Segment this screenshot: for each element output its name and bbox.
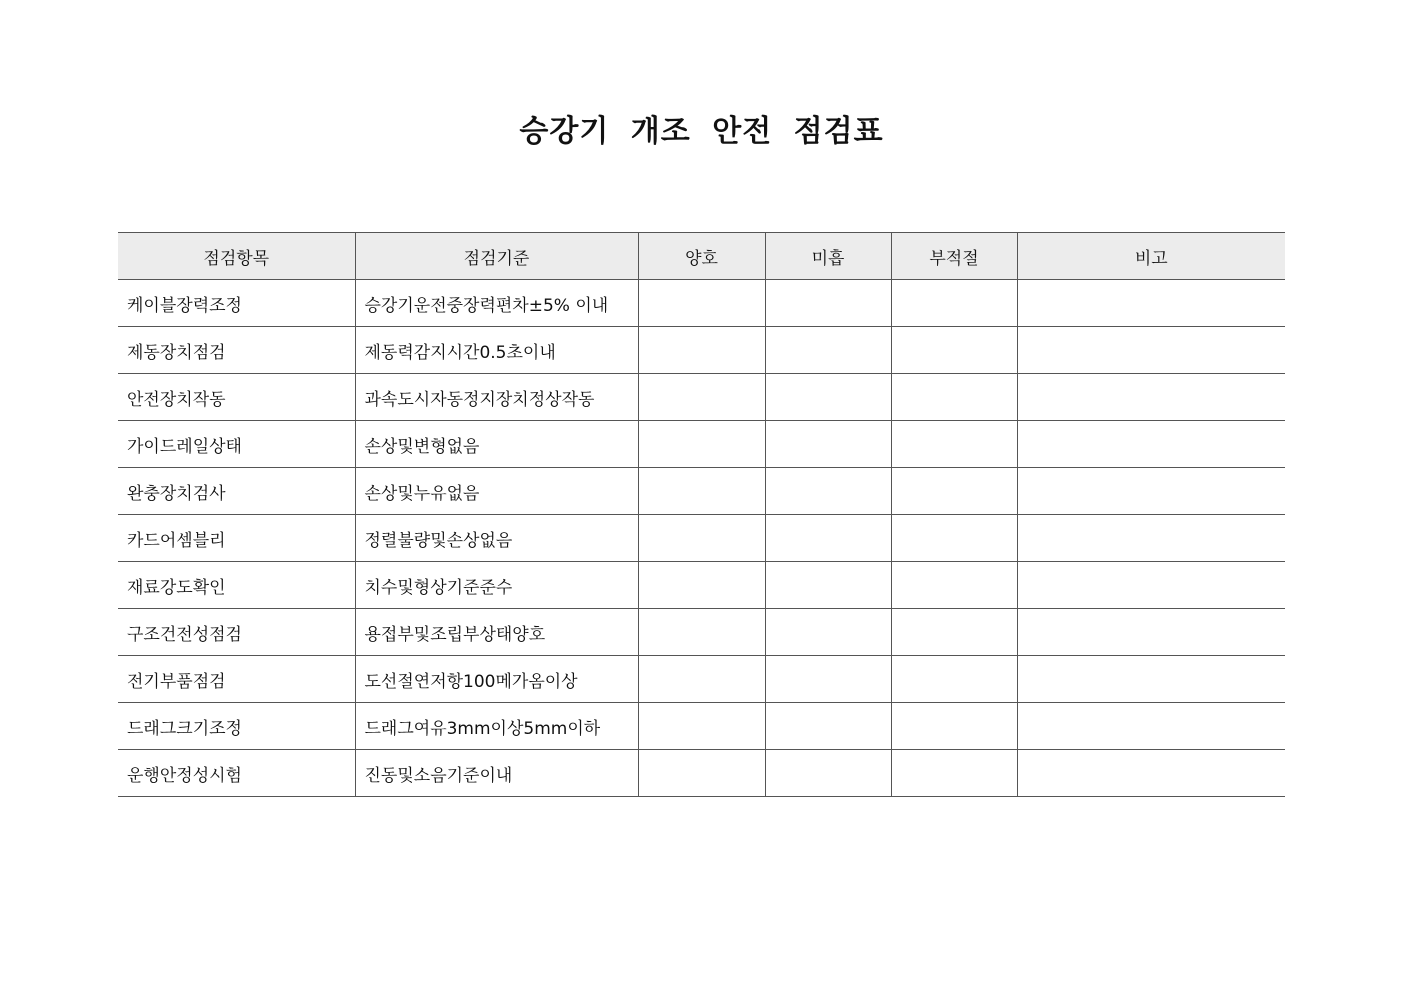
item-cell: 안전장치작동 bbox=[118, 374, 355, 421]
table-row bbox=[118, 468, 1285, 515]
item-cell: 재료강도확인 bbox=[118, 562, 355, 609]
good-cell[interactable] bbox=[638, 750, 765, 797]
note-cell[interactable] bbox=[1017, 280, 1285, 327]
weak-cell[interactable] bbox=[765, 562, 891, 609]
standard-cell: 제동력감지시간0.5초이내 bbox=[355, 327, 638, 374]
bad-cell[interactable] bbox=[891, 374, 1017, 421]
good-cell[interactable] bbox=[638, 515, 765, 562]
item-cell: 케이블장력조정 bbox=[118, 280, 355, 327]
standard-cell: 손상및누유없음 bbox=[355, 468, 638, 515]
good-cell[interactable] bbox=[638, 374, 765, 421]
header-note: 비고 bbox=[1017, 233, 1285, 280]
item-cell: 드래그크기조정 bbox=[118, 703, 355, 750]
item-cell: 구조건전성점검 bbox=[118, 609, 355, 656]
note-cell[interactable] bbox=[1017, 750, 1285, 797]
table-row bbox=[118, 515, 1285, 562]
good-cell[interactable] bbox=[638, 703, 765, 750]
weak-cell[interactable] bbox=[765, 468, 891, 515]
good-cell[interactable] bbox=[638, 327, 765, 374]
weak-cell[interactable] bbox=[765, 421, 891, 468]
bad-cell[interactable] bbox=[891, 609, 1017, 656]
weak-cell[interactable] bbox=[765, 750, 891, 797]
bad-cell[interactable] bbox=[891, 327, 1017, 374]
table-row bbox=[118, 750, 1285, 797]
table-row bbox=[118, 421, 1285, 468]
good-cell[interactable] bbox=[638, 280, 765, 327]
bad-cell[interactable] bbox=[891, 468, 1017, 515]
bad-cell[interactable] bbox=[891, 280, 1017, 327]
inspection-table bbox=[118, 232, 1285, 797]
good-cell[interactable] bbox=[638, 421, 765, 468]
good-cell[interactable] bbox=[638, 656, 765, 703]
good-cell[interactable] bbox=[638, 609, 765, 656]
note-cell[interactable] bbox=[1017, 515, 1285, 562]
item-cell: 완충장치검사 bbox=[118, 468, 355, 515]
weak-cell[interactable] bbox=[765, 374, 891, 421]
weak-cell[interactable] bbox=[765, 609, 891, 656]
standard-cell: 승강기운전중장력편차±5% 이내 bbox=[355, 280, 638, 327]
weak-cell[interactable] bbox=[765, 656, 891, 703]
weak-cell[interactable] bbox=[765, 327, 891, 374]
standard-cell: 정렬불량및손상없음 bbox=[355, 515, 638, 562]
note-cell[interactable] bbox=[1017, 374, 1285, 421]
note-cell[interactable] bbox=[1017, 703, 1285, 750]
header-weak: 미흡 bbox=[765, 233, 891, 280]
item-cell: 제동장치점검 bbox=[118, 327, 355, 374]
table-header-row bbox=[118, 233, 1285, 280]
table-row bbox=[118, 703, 1285, 750]
bad-cell[interactable] bbox=[891, 703, 1017, 750]
table-row bbox=[118, 609, 1285, 656]
note-cell[interactable] bbox=[1017, 562, 1285, 609]
weak-cell[interactable] bbox=[765, 515, 891, 562]
header-item: 점검항목 bbox=[118, 233, 355, 280]
note-cell[interactable] bbox=[1017, 327, 1285, 374]
good-cell[interactable] bbox=[638, 562, 765, 609]
bad-cell[interactable] bbox=[891, 750, 1017, 797]
header-bad: 부적절 bbox=[891, 233, 1017, 280]
standard-cell: 진동및소음기준이내 bbox=[355, 750, 638, 797]
weak-cell[interactable] bbox=[765, 703, 891, 750]
table-row bbox=[118, 280, 1285, 327]
table-row bbox=[118, 327, 1285, 374]
item-cell: 운행안정성시험 bbox=[118, 750, 355, 797]
note-cell[interactable] bbox=[1017, 656, 1285, 703]
header-good: 양호 bbox=[638, 233, 765, 280]
item-cell: 카드어셈블리 bbox=[118, 515, 355, 562]
standard-cell: 용접부및조립부상태양호 bbox=[355, 609, 638, 656]
table-row bbox=[118, 562, 1285, 609]
note-cell[interactable] bbox=[1017, 421, 1285, 468]
table-row bbox=[118, 656, 1285, 703]
item-cell: 전기부품점검 bbox=[118, 656, 355, 703]
bad-cell[interactable] bbox=[891, 515, 1017, 562]
table-row bbox=[118, 374, 1285, 421]
item-cell: 가이드레일상태 bbox=[118, 421, 355, 468]
standard-cell: 과속도시자동정지장치정상작동 bbox=[355, 374, 638, 421]
bad-cell[interactable] bbox=[891, 562, 1017, 609]
weak-cell[interactable] bbox=[765, 280, 891, 327]
good-cell[interactable] bbox=[638, 468, 765, 515]
standard-cell: 손상및변형없음 bbox=[355, 421, 638, 468]
standard-cell: 도선절연저항100메가옴이상 bbox=[355, 656, 638, 703]
note-cell[interactable] bbox=[1017, 609, 1285, 656]
document-title: 승강기 개조 안전 점검표 bbox=[519, 114, 884, 149]
note-cell[interactable] bbox=[1017, 468, 1285, 515]
standard-cell: 드래그여유3mm이상5mm이하 bbox=[355, 703, 638, 750]
bad-cell[interactable] bbox=[891, 421, 1017, 468]
bad-cell[interactable] bbox=[891, 656, 1017, 703]
header-standard: 점검기준 bbox=[355, 233, 638, 280]
standard-cell: 치수및형상기준준수 bbox=[355, 562, 638, 609]
